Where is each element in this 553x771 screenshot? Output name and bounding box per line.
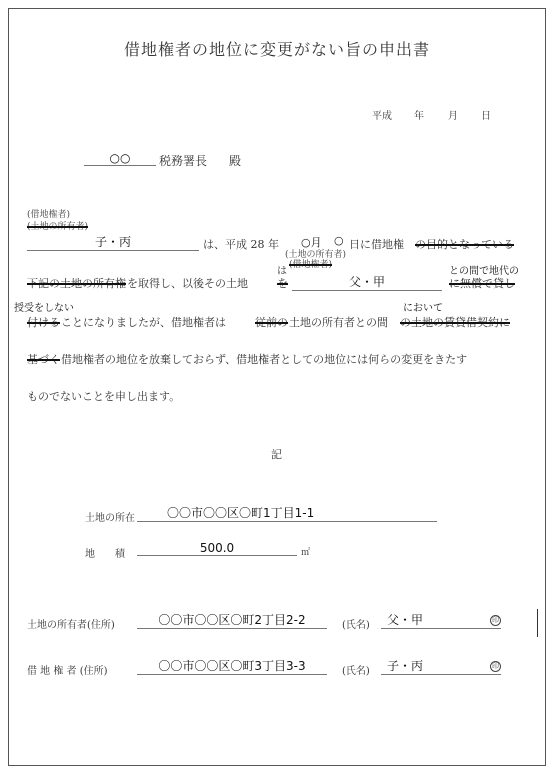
note-between: との間で地代の — [449, 266, 519, 277]
annotation-lessee: (借地権者) — [27, 210, 71, 220]
date-month: 月 — [448, 111, 458, 122]
note-receive: 授受をしない — [14, 303, 74, 314]
struck-line2-start: 下記の土地の所有権 — [27, 277, 126, 290]
struck-line2-end: に無償で貸し — [449, 277, 515, 290]
date-year: 年 — [414, 111, 424, 122]
signer2-name: 子・丙 — [381, 657, 501, 675]
land-area-unit: ㎡ — [301, 548, 311, 558]
body-line4-text: 借地権者の地位を放棄しておらず、借地権者としての地位には何らの変更をきたす — [61, 353, 468, 366]
date-era: 平成 — [372, 111, 392, 122]
struck-line1: の目的となっている — [415, 238, 514, 251]
lessee-name: 子・丙 — [27, 233, 199, 251]
body-line5-text: ものでないことを申し出ます。 — [27, 390, 181, 403]
body-line1-text: は、平成 28 年 — [203, 238, 279, 251]
page-title: 借地権者の地位に変更がない旨の申出書 — [123, 40, 430, 59]
land-area-value: 500.0 — [137, 541, 297, 556]
date-day: 日 — [481, 111, 491, 122]
owner-name: 父・甲 — [292, 273, 442, 291]
signer2-address: 〇〇市〇〇区〇町3丁目3-3 — [137, 657, 327, 675]
line1-day: ○ — [334, 234, 344, 247]
signer1-role: 土地の所有者(住所) — [27, 620, 115, 631]
body-line3-text2: 土地の所有者との間 — [289, 316, 388, 329]
signer2-seal: 印 — [492, 662, 499, 670]
land-location-label: 土地の所在 — [85, 513, 135, 524]
body-line3-text: ことになりましたが、借地権者は — [61, 316, 226, 329]
land-location-value: 〇〇市〇〇区〇町1丁目1-1 — [137, 504, 437, 522]
note-niokite: において — [403, 303, 443, 314]
struck-line3-end: の土地の賃貸借契約に — [400, 316, 510, 329]
signer1-address: 〇〇市〇〇区〇町2丁目2-2 — [137, 611, 327, 629]
struck-line3-mid: 従前の — [255, 316, 288, 329]
struck-line4: 基づく — [27, 353, 60, 366]
struck-line2-wo: を — [277, 277, 288, 290]
land-area-label: 地 積 — [85, 549, 125, 560]
addressee-honorific: 殿 — [229, 154, 242, 168]
struck-lessee-label: (借地権者) — [289, 260, 333, 270]
struck-line3-start: 付ける — [27, 316, 60, 329]
signer1-name-label: (氏名) — [342, 620, 370, 631]
struck-owner-label: (土地の所有者) — [27, 222, 89, 232]
addressee-office: 税務署長 — [159, 154, 208, 168]
body-line1-rest: 日に借地権 — [349, 238, 404, 251]
margin-mark — [537, 609, 538, 637]
ki-heading: 記 — [271, 448, 282, 461]
body-line2-text: を取得し、以後その土地 — [127, 277, 248, 290]
addressee-name: ○○ — [84, 151, 156, 166]
signer1-seal: 印 — [492, 616, 499, 624]
annotation-owner-over: (土地の所有者) — [285, 250, 347, 260]
signer2-name-label: (氏名) — [342, 666, 370, 677]
document-page — [8, 8, 546, 766]
line1-month: ○月 — [301, 236, 322, 249]
insert-ha: は — [277, 266, 287, 277]
signer1-name: 父・甲 — [381, 611, 501, 629]
signer2-role: 借 地 権 者 (住所) — [27, 666, 108, 677]
